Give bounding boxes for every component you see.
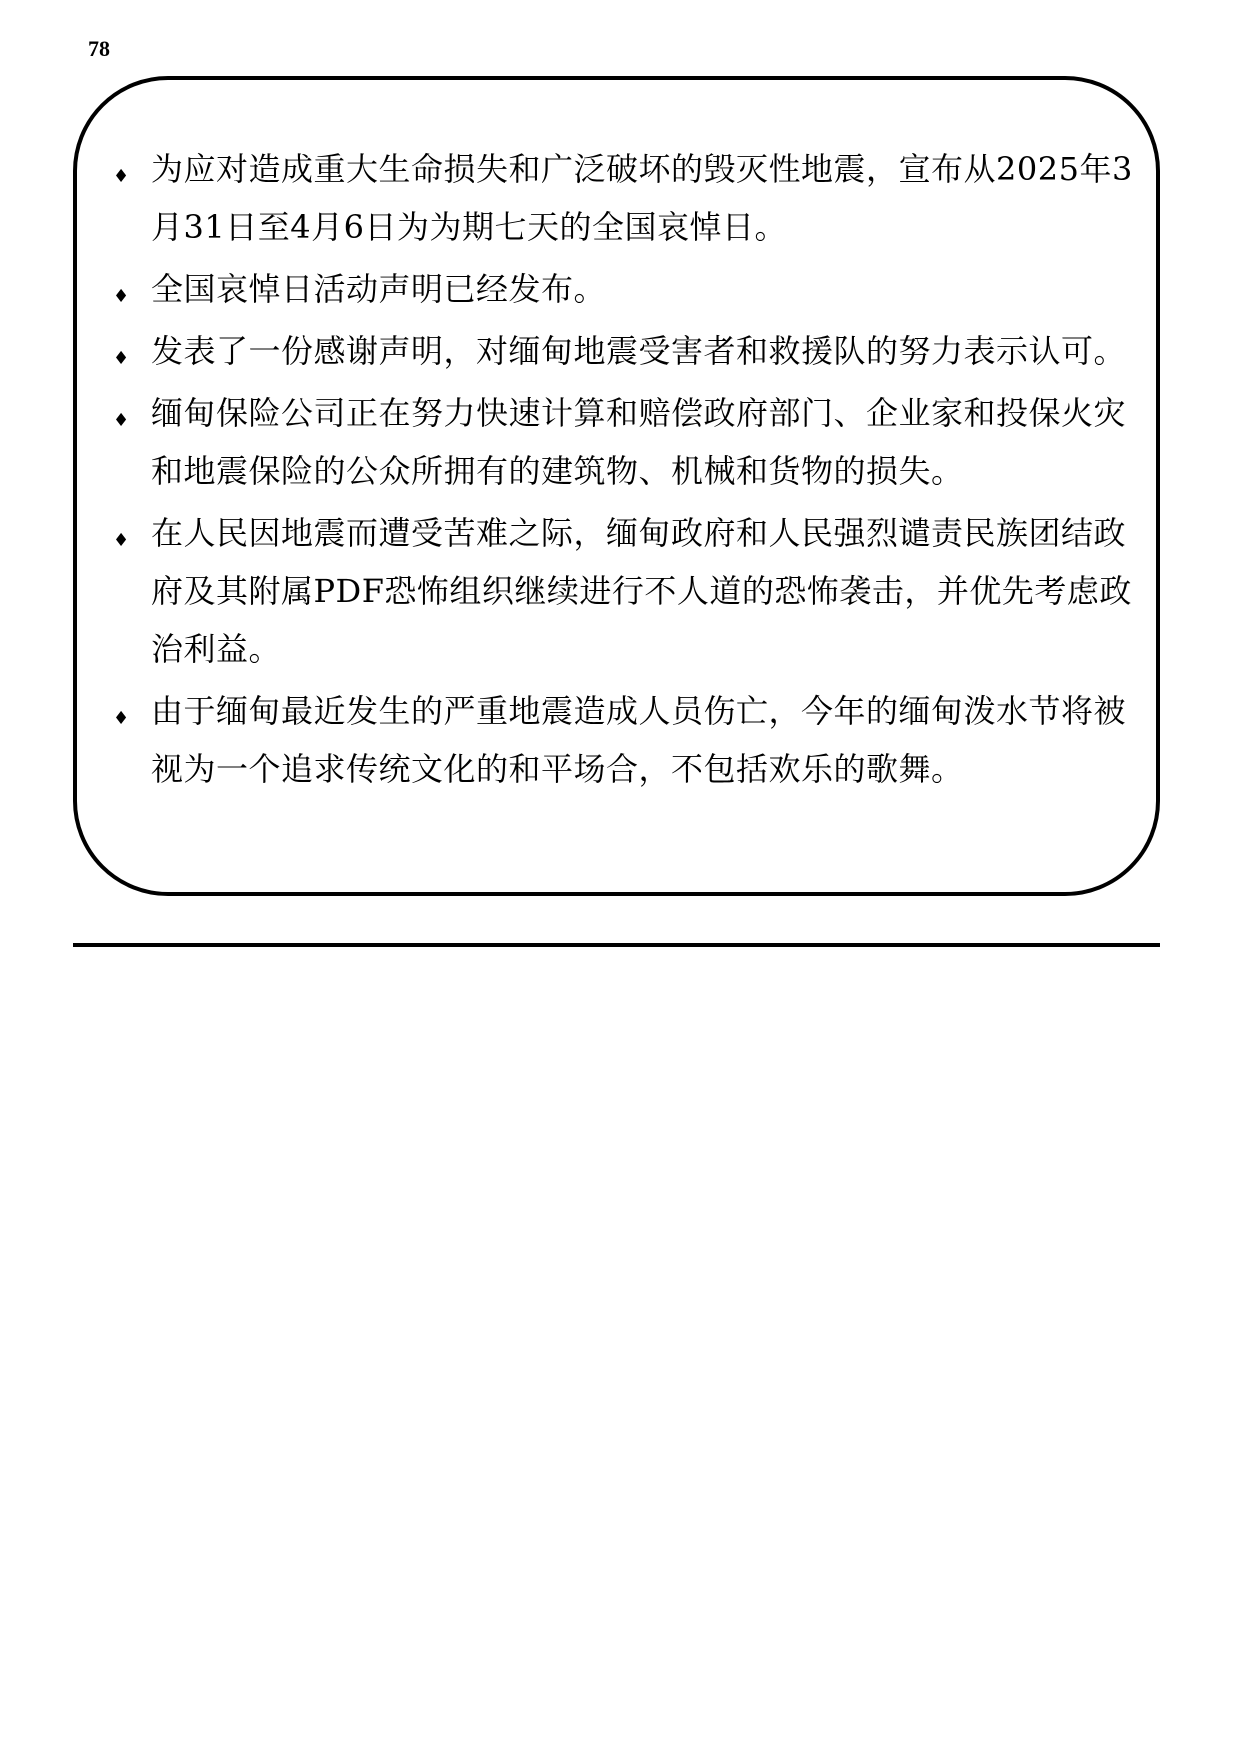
diamond-bullet-icon: ♦ bbox=[113, 708, 130, 729]
list-item-text: 为应对造成重大生命损失和广泛破坏的毁灭性地震，宣布从2025年3月31日至4月6日为为期七天的全国哀悼日。 bbox=[151, 150, 1133, 246]
list-item bbox=[113, 140, 1133, 256]
diamond-bullet-icon: ♦ bbox=[113, 348, 130, 369]
list-item-text: 由于缅甸最近发生的严重地震造成人员伤亡，今年的缅甸泼水节将被视为一个追求传统文化的和平场合，不包括欢乐的歌舞。 bbox=[151, 692, 1127, 788]
horizontal-divider bbox=[73, 943, 1160, 947]
list-item bbox=[113, 322, 1133, 380]
list-item bbox=[113, 260, 1133, 318]
list-item bbox=[113, 504, 1133, 678]
list-item-text: 全国哀悼日活动声明已经发布。 bbox=[151, 270, 607, 308]
diamond-bullet-icon: ♦ bbox=[113, 166, 130, 187]
diamond-bullet-icon: ♦ bbox=[113, 530, 130, 551]
diamond-bullet-icon: ♦ bbox=[113, 286, 130, 307]
page-number: 78 bbox=[88, 36, 110, 61]
list-item-text: 发表了一份感谢声明，对缅甸地震受害者和救援队的努力表示认可。 bbox=[151, 332, 1127, 370]
bullet-list bbox=[113, 140, 1133, 802]
list-item bbox=[113, 682, 1133, 798]
list-item-text: 缅甸保险公司正在努力快速计算和赔偿政府部门、企业家和投保火灾和地震保险的公众所拥有的建筑物、机械和货物的损失。 bbox=[151, 394, 1127, 490]
diamond-bullet-icon: ♦ bbox=[113, 410, 130, 431]
list-item-text: 在人民因地震而遭受苦难之际，缅甸政府和人民强烈谴责民族团结政府及其附属PDF恐怖组织继续进行不人道的恐怖袭击，并优先考虑政治利益。 bbox=[151, 514, 1132, 668]
list-item bbox=[113, 384, 1133, 500]
